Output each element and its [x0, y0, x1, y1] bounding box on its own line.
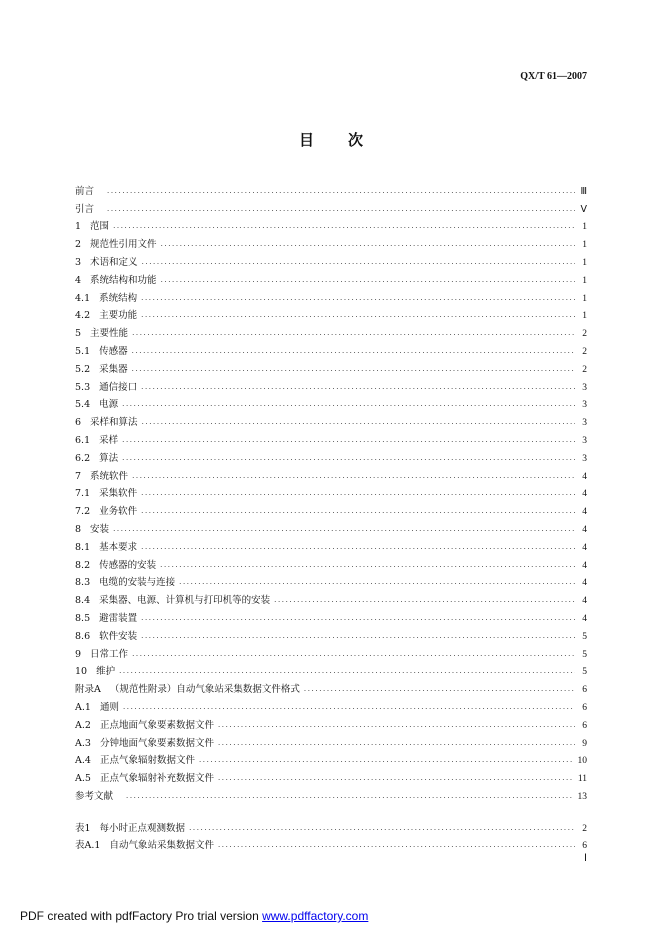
toc-entry-label: 采集器: [99, 363, 128, 375]
footer-link[interactable]: www.pdffactory.com: [262, 909, 369, 923]
toc-entry-number: 6.1: [75, 434, 91, 446]
toc-entry[interactable]: [75, 269, 587, 287]
toc-entry-number: A.2: [75, 719, 91, 731]
toc-entry[interactable]: [75, 216, 587, 234]
toc-entry[interactable]: [75, 287, 587, 305]
toc-entry-number: 7: [75, 470, 82, 482]
leader-dots: [132, 366, 575, 376]
toc-entry-number: 5: [75, 328, 82, 340]
toc-entry-number: 7.2: [75, 506, 91, 518]
toc-entry-page: 3: [582, 453, 587, 464]
toc-entry[interactable]: [75, 518, 587, 536]
toc-entry-page: 5: [582, 667, 587, 678]
page-number: Ⅰ: [584, 853, 587, 864]
toc-entry-page: 6: [582, 702, 587, 713]
leader-dots: [119, 668, 575, 678]
toc-entry-page: Ⅴ: [580, 204, 587, 215]
toc-entry[interactable]: [75, 394, 587, 412]
toc-entry-number: 1: [75, 221, 82, 233]
leader-dots: [189, 825, 575, 835]
toc-entry-number: 表A.1: [75, 840, 101, 852]
toc-entry-page: 4: [582, 578, 587, 589]
toc-entry[interactable]: [75, 305, 587, 323]
toc-entry-page: 1: [582, 311, 587, 322]
leader-dots: [142, 419, 575, 429]
toc-entry-label: 范围: [90, 221, 110, 233]
toc-entry-number: 表1: [75, 822, 91, 834]
leader-dots: [218, 842, 575, 852]
leader-dots: [304, 686, 575, 696]
toc-entry-label: 术语和定义: [90, 256, 138, 268]
toc-entry-label: 采样: [99, 434, 119, 446]
toc-entry-number: 8.3: [75, 577, 91, 589]
toc-entry-page: 4: [582, 560, 587, 571]
toc-entry-number: 6.2: [75, 452, 91, 464]
leader-dots: [141, 544, 575, 554]
toc-entry-page: 3: [582, 400, 587, 411]
toc-entry-page: 5: [582, 631, 587, 642]
toc-entry-number: 8.2: [75, 559, 91, 571]
toc-entry[interactable]: [75, 251, 587, 269]
toc-entry-page: 2: [582, 329, 587, 340]
toc-entry[interactable]: [75, 817, 587, 835]
toc-entry[interactable]: [75, 572, 587, 590]
toc-entry-number: 8.4: [75, 595, 91, 607]
leader-dots: [161, 241, 575, 251]
toc-entry-number: 8: [75, 523, 82, 535]
toc-entry-page: 9: [582, 738, 587, 749]
leader-dots: [113, 526, 575, 536]
toc-entry[interactable]: [75, 500, 587, 518]
toc-entry-label: 系统结构和功能: [90, 274, 157, 286]
leader-dots: [107, 206, 575, 216]
toc-entry-label: （规范性附录）自动气象站采集数据文件格式: [109, 684, 300, 696]
leader-dots: [122, 455, 575, 465]
leader-dots: [274, 597, 575, 607]
toc-entry[interactable]: [75, 714, 587, 732]
toc-entry-page: 1: [582, 293, 587, 304]
page-title: 目次: [298, 131, 397, 149]
toc-entry[interactable]: [75, 554, 587, 572]
toc-entry[interactable]: [75, 340, 587, 358]
toc-entry-label: 日常工作: [90, 648, 129, 660]
leader-dots: [161, 277, 575, 287]
toc-entry[interactable]: [75, 678, 587, 696]
toc-entry-page: 2: [582, 364, 587, 375]
toc-entry-page: 4: [582, 524, 587, 535]
toc-entry-number: 5.3: [75, 381, 91, 393]
toc-entry-label: 电源: [99, 399, 119, 411]
toc-entry-label: 每小时正点观测数据: [99, 822, 186, 834]
toc-entry[interactable]: [75, 661, 587, 679]
toc-entry-page: 4: [582, 489, 587, 500]
toc-entry[interactable]: [75, 411, 587, 429]
leader-dots: [122, 437, 575, 447]
toc-entry-label: 基本要求: [99, 541, 138, 553]
toc-entry-page: 4: [582, 471, 587, 482]
toc-entry-number: 前言: [75, 185, 95, 197]
leader-dots: [141, 490, 575, 500]
toc-entry-label: 正点气象辐射数据文件: [99, 755, 195, 767]
toc-entry-page: 3: [582, 382, 587, 393]
leader-dots: [126, 793, 573, 803]
toc-entry-label: 自动气象站采集数据文件: [109, 840, 214, 852]
toc-entry[interactable]: [75, 483, 587, 501]
toc-entry[interactable]: [75, 835, 587, 853]
toc-entry[interactable]: [75, 322, 587, 340]
toc-entry[interactable]: [75, 589, 587, 607]
toc-entry[interactable]: [75, 767, 587, 785]
leader-dots: [113, 223, 575, 233]
toc-entry-page: 1: [582, 275, 587, 286]
toc-entry-label: 采集软件: [99, 488, 138, 500]
toc-entry-number: A.4: [75, 755, 91, 767]
toc-entry-label: 规范性引用文件: [90, 239, 157, 251]
toc-entry-number: 4.1: [75, 292, 91, 304]
leader-dots: [123, 704, 575, 714]
toc-entry[interactable]: [75, 465, 587, 483]
leader-dots: [141, 312, 575, 322]
toc-entry-label: 传感器的安装: [99, 559, 157, 571]
toc-entry[interactable]: [75, 536, 587, 554]
toc-entry-label: 正点气象辐射补充数据文件: [99, 773, 214, 785]
toc-entry-label: 安装: [90, 523, 110, 535]
leader-dots: [141, 633, 575, 643]
leader-dots: [132, 651, 575, 661]
leader-dots: [179, 579, 575, 589]
toc-entry-number: 8.5: [75, 612, 91, 624]
toc-entry[interactable]: [75, 358, 587, 376]
toc-entry-number: 引言: [75, 203, 95, 215]
toc-entry-number: 2: [75, 239, 82, 251]
toc-entry-number: 3: [75, 256, 82, 268]
toc-entry[interactable]: [75, 376, 587, 394]
toc-entry-label: 避雷装置: [99, 612, 138, 624]
toc-entry-label: 采样和算法: [90, 417, 138, 429]
toc-entry-page: Ⅲ: [580, 186, 587, 197]
leader-dots: [107, 188, 575, 198]
standard-code: QX/T 61—2007: [520, 71, 587, 82]
toc-entry-label: 传感器: [99, 345, 128, 357]
toc-entry-number: 附录A: [75, 684, 101, 696]
toc-entry[interactable]: [75, 785, 587, 803]
leader-dots: [132, 473, 575, 483]
toc-entry[interactable]: [75, 198, 587, 216]
toc-entry[interactable]: [75, 447, 587, 465]
toc-entry-number: 6: [75, 417, 82, 429]
toc-entry-number: 5.4: [75, 399, 91, 411]
toc-entry-page: 4: [582, 542, 587, 553]
toc-entry-number: 9: [75, 648, 82, 660]
leader-dots: [141, 295, 575, 305]
toc-entry[interactable]: [75, 233, 587, 251]
toc-entry-page: 3: [582, 418, 587, 429]
section-gap: [75, 803, 587, 817]
toc-entry-label: 系统软件: [90, 470, 129, 482]
toc-entry-page: 2: [582, 346, 587, 357]
leader-dots: [199, 757, 574, 767]
toc-entry-page: 10: [577, 756, 587, 767]
toc-entry-number: A.3: [75, 737, 91, 749]
toc-entry-page: 6: [582, 720, 587, 731]
toc-entry-label: 算法: [99, 452, 119, 464]
toc-entry-number: 4: [75, 274, 82, 286]
toc-entry-label: 系统结构: [99, 292, 138, 304]
toc-entry-page: 1: [582, 222, 587, 233]
toc-entry[interactable]: [75, 732, 587, 750]
toc-entry-page: 4: [582, 596, 587, 607]
toc-entry-label: 业务软件: [99, 506, 138, 518]
toc-entry-page: 4: [582, 613, 587, 624]
leader-dots: [132, 330, 575, 340]
toc-entry-page: 11: [577, 774, 587, 785]
leader-dots: [218, 775, 574, 785]
toc-entry[interactable]: [75, 180, 587, 198]
toc-entry-label: 主要功能: [99, 310, 138, 322]
leader-dots: [141, 508, 575, 518]
toc-entry-label: 分钟地面气象要素数据文件: [99, 737, 214, 749]
toc-entry[interactable]: [75, 750, 587, 768]
table-of-contents: [75, 180, 587, 852]
toc-entry[interactable]: [75, 607, 587, 625]
leader-dots: [132, 348, 575, 358]
toc-entry-label: 采集器、电源、计算机与打印机等的安装: [99, 595, 271, 607]
toc-entry-page: 6: [582, 685, 587, 696]
toc-entry-page: 6: [582, 841, 587, 852]
toc-entry-label: 通信接口: [99, 381, 138, 393]
toc-entry-number: A.5: [75, 773, 91, 785]
toc-entry-page: 3: [582, 435, 587, 446]
toc-entry-number: 5.1: [75, 345, 91, 357]
toc-entry[interactable]: [75, 696, 587, 714]
toc-entry-page: 1: [582, 257, 587, 268]
toc-entry-label: 电缆的安装与连接: [99, 577, 176, 589]
toc-entry-page: 13: [577, 791, 587, 802]
toc-entry-number: 5.2: [75, 363, 91, 375]
leader-dots: [142, 259, 575, 269]
leader-dots: [218, 722, 575, 732]
toc-entry-page: 2: [582, 823, 587, 834]
toc-entry-label: 维护: [96, 666, 116, 678]
toc-entry-number: A.1: [75, 701, 91, 713]
leader-dots: [141, 384, 575, 394]
toc-entry[interactable]: [75, 429, 587, 447]
toc-entry-number: 8.6: [75, 630, 91, 642]
toc-entry-page: 1: [582, 240, 587, 251]
toc-entry-page: 4: [582, 507, 587, 518]
toc-entry-number: 8.1: [75, 541, 91, 553]
leader-dots: [160, 562, 575, 572]
toc-entry-label: 通则: [99, 701, 119, 713]
toc-entry-page: 5: [582, 649, 587, 660]
leader-dots: [218, 740, 575, 750]
pdf-footer: [20, 909, 368, 923]
footer-text: PDF created with pdfFactory Pro trial version: [20, 909, 263, 923]
toc-entry-label: 软件安装: [99, 630, 138, 642]
toc-entry-number: 10: [75, 666, 88, 678]
leader-dots: [122, 401, 575, 411]
toc-entry-number: 参考文献: [75, 790, 114, 802]
toc-entry-label: 主要性能: [90, 328, 129, 340]
toc-entry-label: 正点地面气象要素数据文件: [99, 719, 214, 731]
toc-entry-number: 4.2: [75, 310, 91, 322]
toc-entry[interactable]: [75, 643, 587, 661]
toc-entry[interactable]: [75, 625, 587, 643]
leader-dots: [141, 615, 575, 625]
toc-entry-number: 7.1: [75, 488, 91, 500]
